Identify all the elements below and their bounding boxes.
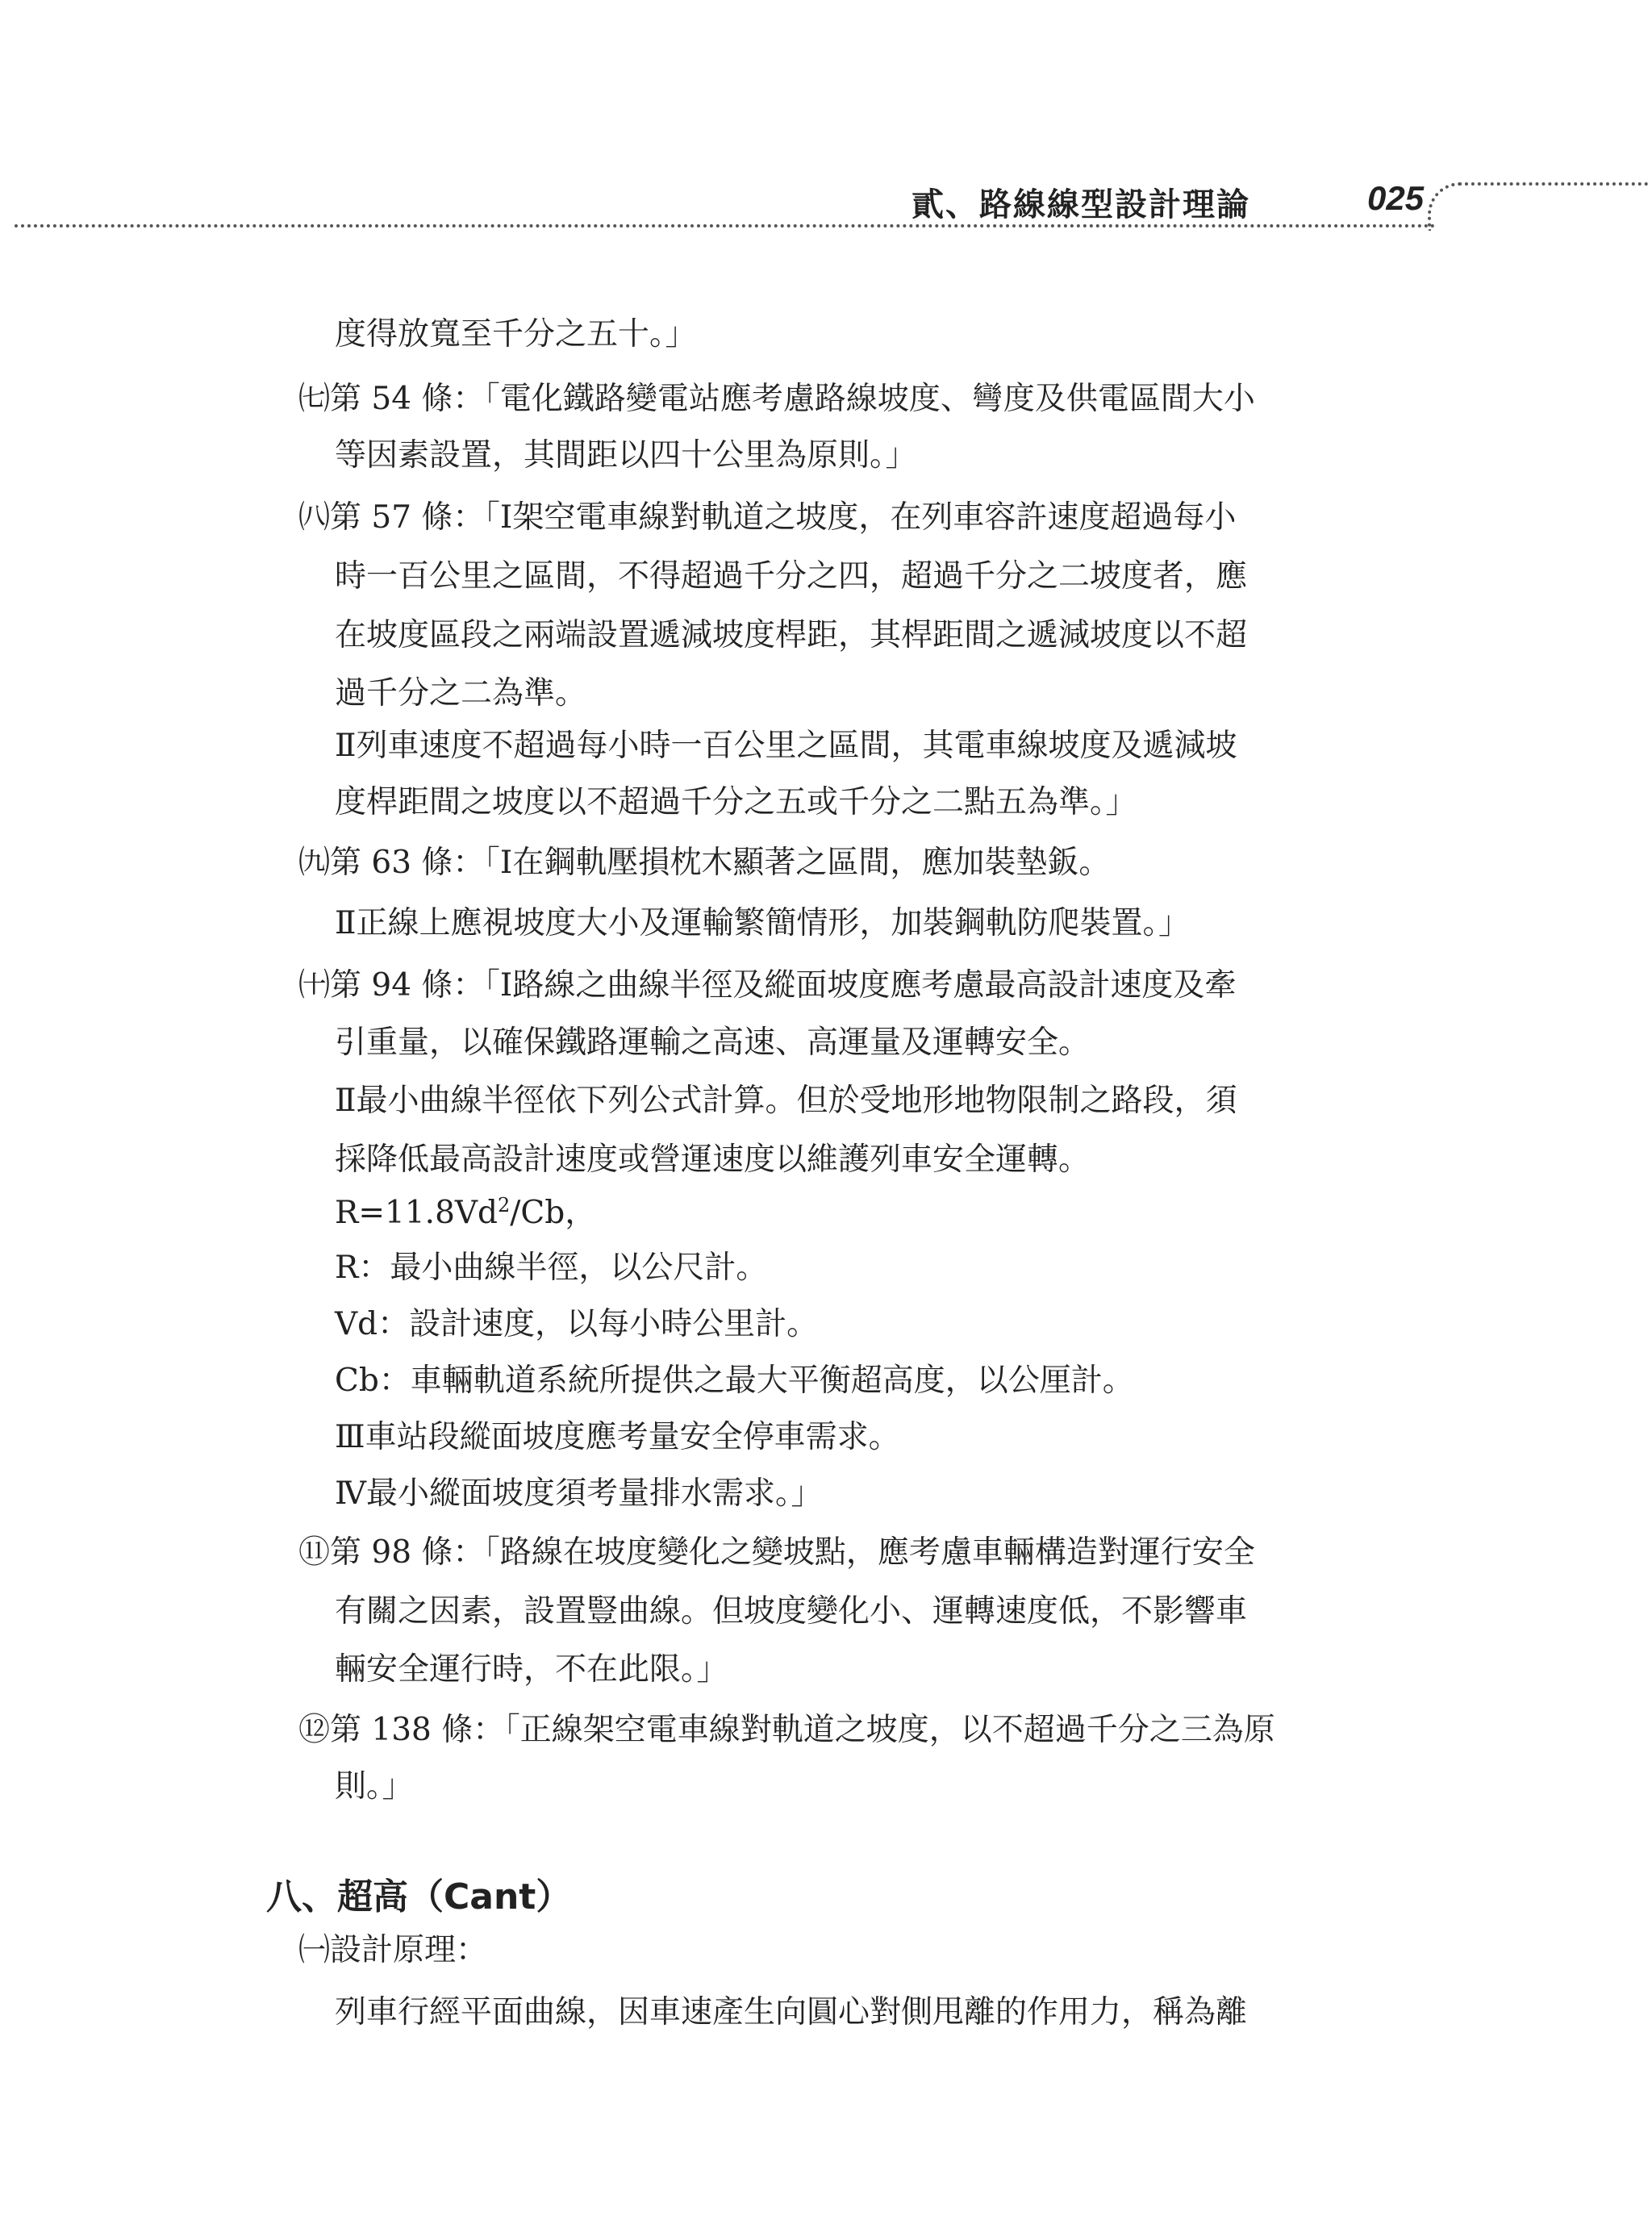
text-line: Ⅳ最小縱面坡度須考量排水需求。」 bbox=[335, 1475, 823, 1512]
text-line: 則。」 bbox=[335, 1768, 414, 1805]
text-line: 採降低最高設計速度或營運速度以維護列車安全運轉。 bbox=[335, 1141, 1091, 1178]
chapter-title: 貳、路線線型設計理論 bbox=[912, 186, 1250, 223]
formula-prefix: R=11.8Vd bbox=[335, 1195, 499, 1231]
text-line: ⑫第 138 條：「正線架空電車線對軌道之坡度，以不超過千分之三為原 bbox=[298, 1712, 1275, 1748]
text-line: ㈧第 57 條：「Ⅰ架空電車線對軌道之坡度，在列車容許速度超過每小 bbox=[298, 499, 1237, 536]
text-line: 時一百公里之區間，不得超過千分之四，超過千分之二坡度者，應 bbox=[335, 558, 1248, 595]
text-line: 在坡度區段之兩端設置遞減坡度桿距，其桿距間之遞減坡度以不超 bbox=[335, 617, 1248, 653]
text-line: 引重量，以確保鐵路運輸之高速、高運量及運轉安全。 bbox=[335, 1025, 1091, 1061]
text-line: Ⅱ最小曲線半徑依下列公式計算。但於受地形地物限制之路段，須 bbox=[335, 1083, 1237, 1119]
text-line: 過千分之二為準。 bbox=[335, 675, 587, 712]
text-line: 輛安全運行時，不在此限。」 bbox=[335, 1651, 728, 1688]
text-line: 列車行經平面曲線，因車速產生向圓心對側甩離的作用力，稱為離 bbox=[335, 1994, 1248, 2030]
text-line: ㈨第 63 條：「Ⅰ在鋼軌壓損枕木顯著之區間，應加裝墊鈑。 bbox=[298, 845, 1111, 881]
text-line: Ⅱ列車速度不超過每小時一百公里之區間，其電車線坡度及遞減坡 bbox=[335, 728, 1237, 764]
text-line: ⑪第 98 條：「路線在坡度變化之變坡點，應考慮車輛構造對運行安全 bbox=[298, 1534, 1255, 1571]
text-line: Cb：車輛軌道系統所提供之最大平衡超高度，以公厘計。 bbox=[335, 1363, 1134, 1399]
section-heading: 八、超高（Cant） bbox=[266, 1876, 572, 1918]
text-line: 度得放寬至千分之五十。」 bbox=[335, 316, 697, 353]
formula-exponent: 2 bbox=[498, 1194, 511, 1217]
text-line: ㈦第 54 條：「電化鐵路變電站應考慮路線坡度、彎度及供電區間大小 bbox=[298, 381, 1255, 417]
header-dotted-rule bbox=[15, 224, 1436, 227]
text-line: 等因素設置，其間距以四十公里為原則。」 bbox=[335, 437, 917, 474]
text-line: R：最小曲線半徑，以公尺計。 bbox=[335, 1250, 768, 1286]
formula-suffix: /Cb， bbox=[510, 1195, 597, 1231]
header-rule-curve bbox=[1428, 182, 1463, 231]
text-line: ㈠設計原理： bbox=[298, 1932, 488, 1968]
header-dotted-rule-upper bbox=[1458, 182, 1648, 186]
text-line: ㈩第 94 條：「Ⅰ路線之曲線半徑及縱面坡度應考慮最高設計速度及牽 bbox=[298, 967, 1237, 1004]
formula bbox=[335, 1196, 596, 1229]
text-line: Ⅲ車站段縱面坡度應考量安全停車需求。 bbox=[335, 1419, 900, 1455]
text-line: Vd：設計速度，以每小時公里計。 bbox=[335, 1306, 819, 1342]
text-line: Ⅱ正線上應視坡度大小及運輸繁簡情形，加裝鋼軌防爬裝置。」 bbox=[335, 905, 1191, 941]
page-number: 025 bbox=[1367, 179, 1425, 217]
text-line: 度桿距間之坡度以不超過千分之五或千分之二點五為準。」 bbox=[335, 784, 1137, 820]
text-line: 有關之因素，設置豎曲線。但坡度變化小、運轉速度低，不影響車 bbox=[335, 1593, 1248, 1630]
